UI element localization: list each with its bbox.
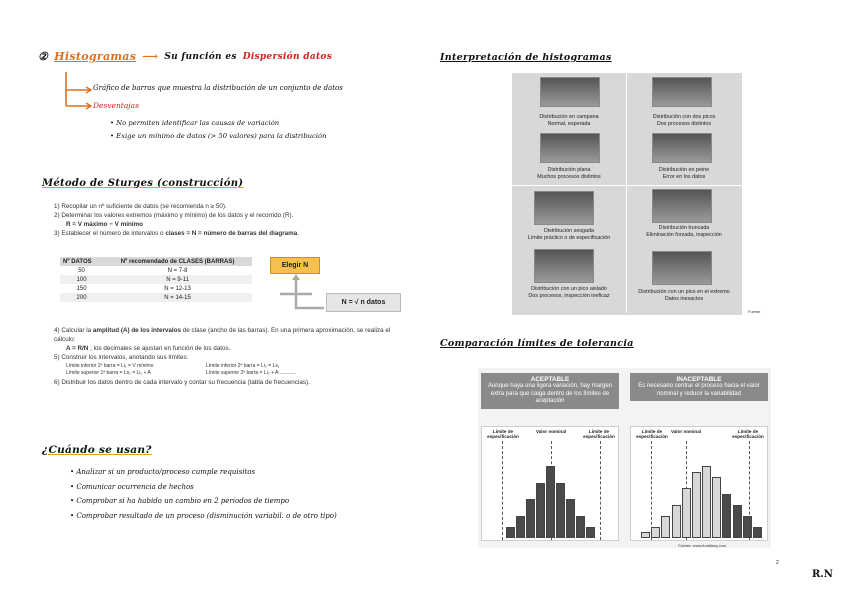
step-2-formula: R = V máximo − V mínimo — [66, 221, 143, 228]
histograma-definition: Gráfico de barras que muestra la distribución de un conjunto de datos — [93, 84, 343, 92]
histogram-bar — [566, 499, 575, 538]
interp-source: Fuente — [748, 309, 761, 314]
histogram-thumb-icon — [534, 191, 594, 225]
acceptable-header: ACEPTABLE Aunque haya una ligera variación, hay margen extra para que caiga dentro de los límites de aceptación — [481, 373, 619, 409]
histogram-bar — [712, 477, 721, 538]
histogram-bar — [651, 527, 660, 538]
interp-title: Interpretación de histogramas — [440, 52, 612, 63]
compare-source: Fuente: www.fundibeq.com — [678, 543, 727, 548]
upper-limit-line — [600, 441, 601, 540]
acceptable-chart — [481, 426, 619, 541]
histogram-bar — [702, 466, 711, 538]
limits-grid: Límite inferior 1ª barra = Li₁ = V mínimo Límite inferior 2ª barra = Li₂ = Ls₁ Límite superior 1ª barra = Ls₁ = Li₁ + A Límite superior 2ª barra = Li₂ + A ............ — [66, 363, 297, 376]
panel-caption: Distribución con un pico en el extremo Datos inexactos — [638, 289, 730, 302]
panel-caption: Distribución sesgada Límite práctico o de especificación — [527, 228, 611, 241]
sturges-steps — [54, 202, 394, 238]
lower-limit-line — [502, 441, 503, 540]
histogram-bar — [641, 532, 650, 538]
table-header: Nº DATOS — [60, 257, 103, 266]
bracket-arrow-icon — [62, 70, 94, 110]
histogram-thumb-icon — [652, 77, 712, 107]
arrow-icon: ⟶ — [142, 50, 159, 63]
step-5: 5) Construir los intervalos, anotando sus límites: — [54, 354, 189, 361]
table-row: 150 N = 12-13 — [76, 285, 191, 292]
panel-skewed — [534, 191, 594, 225]
table-row: 100 N = 9-11 — [60, 275, 252, 284]
histogram-bar — [516, 516, 525, 538]
panel-isolated-peak — [534, 249, 594, 283]
panel-caption: Distribución truncada Eliminación forzada, inspección — [646, 225, 722, 238]
page-number: 2 — [776, 560, 779, 566]
panel-comb — [652, 133, 712, 163]
classes-table — [60, 257, 252, 302]
histogram-bar — [743, 516, 752, 538]
compare-title: Comparación límites de tolerancia — [440, 338, 634, 349]
label-upper-limit: Límite de especificación — [583, 429, 615, 440]
histogram-thumb-icon — [534, 249, 594, 283]
disadvantages-title: Desventajas — [93, 101, 139, 110]
list-item: • Comprobar resultado de un proceso (disminución variabil. o de otro tipo) — [70, 511, 337, 520]
step-3: 3) Establecer el número de intervalos o clases = N = número de barras del diagrama. — [54, 230, 300, 237]
label-upper-limit: Límite de especificación — [732, 429, 764, 440]
compare-figure — [478, 368, 771, 548]
histogram-bar — [576, 516, 585, 538]
panel-caption: Distribución en campana Normal, esperada — [539, 114, 599, 127]
panel-caption: Distribución plana Muchos procesos distintos — [537, 167, 601, 180]
panel-caption: Distribución con dos picos Dos procesos distintos — [652, 114, 716, 127]
list-item: • Comunicar ocurrencia de hechos — [70, 482, 194, 491]
histogram-thumb-icon — [540, 77, 600, 107]
histogram-thumb-icon — [540, 133, 600, 163]
sturges-title: Método de Sturges (construcción) — [42, 178, 244, 189]
table-row: 50 N = 7-8 — [78, 267, 188, 274]
histogram-bar — [753, 527, 762, 538]
list-item: • Analizar si un producto/proceso cumple requisitos — [70, 468, 256, 476]
acceptable-bars — [506, 466, 596, 538]
step-4-formula: A = R/N ; los decimales se ajustan en función de los datos. — [66, 345, 231, 352]
histogram-bar — [672, 505, 681, 538]
histogram-bar — [546, 466, 555, 538]
histogram-bar — [536, 483, 545, 538]
step-4: 4) Calcular la amplitud (A) de los intervalos de clase (ancho de las barras). En una primera aproximación, se realiza el cálculo: — [54, 327, 391, 343]
signature: R.N — [812, 569, 833, 580]
list-item: • Comprobar si ha habido un cambio en 2 periodos de tiempo — [70, 497, 290, 505]
panel-caption: Distribución con un pico aislado Dos procesos, inspección ineficaz — [528, 286, 610, 299]
panel-bell — [540, 77, 600, 107]
table-header: Nº recomendado de CLASES (BARRAS) — [103, 257, 252, 266]
histogram-thumb-icon — [652, 133, 712, 163]
panel-caption: Distribución en peine Error en los datos — [658, 167, 710, 180]
elegir-n-box: Elegir N — [270, 257, 320, 274]
list-item: • Exige un mínimo de datos (> 50 valores) para la distribución — [110, 132, 327, 140]
label-nominal: Valor nominal — [670, 429, 702, 434]
histogramas-title: Histogramas — [54, 50, 137, 63]
panel-two-peaks — [652, 77, 712, 107]
histogram-bar — [556, 483, 565, 538]
histogram-bar — [733, 505, 742, 538]
inacceptable-header: INACEPTABLE Es necesario centrar el proceso hacia el valor nominal y reducir la variabilidad — [630, 373, 768, 401]
step-1: 1) Recopilar un nº suficiente de datos (se recomienda n ≥ 50). — [54, 203, 227, 210]
histogram-bar — [586, 527, 595, 538]
label-lower-limit: Límite de especificación — [487, 429, 519, 440]
histogram-thumb-icon — [652, 189, 712, 223]
inacceptable-chart — [630, 426, 768, 541]
step-2: 2) Determinar los valores extremos (máximo y mínimo) de los datos y el recorrido (R). — [54, 212, 294, 219]
purpose-prefix: Su función es — [164, 51, 237, 62]
histogram-bar — [682, 488, 691, 538]
interp-panel — [512, 73, 742, 315]
interp-divider — [626, 73, 627, 313]
histogram-thumb-icon — [652, 251, 712, 285]
label-lower-limit: Límite de especificación — [636, 429, 668, 440]
histogram-bar — [526, 499, 535, 538]
panel-truncated — [652, 189, 712, 223]
usage-list — [70, 465, 405, 523]
inacceptable-bars — [641, 466, 763, 538]
purpose-highlight: Dispersión datos — [242, 51, 333, 62]
step-6: 6) Distribuir los datos dentro de cada intervalo y contar su frecuencia (tabla de frecuencias). — [54, 379, 310, 386]
usage-title: ¿Cuándo se usan? — [42, 444, 152, 456]
table-row: 200 N = 14-15 — [60, 293, 252, 302]
histogram-bar — [661, 516, 670, 538]
section-histogramas — [38, 50, 418, 63]
label-nominal: Valor nominal — [535, 429, 567, 434]
formula-n-box: N = √ n datos — [326, 293, 401, 312]
section-number: ② — [38, 50, 49, 63]
histogram-bar — [506, 527, 515, 538]
panel-flat — [540, 133, 600, 163]
interp-divider-h — [512, 185, 742, 186]
disadvantages-list — [110, 117, 410, 143]
histogram-bar — [692, 472, 701, 538]
histogram-bar — [722, 494, 731, 538]
sturges-steps-2 — [54, 326, 399, 387]
panel-edge-peak — [652, 251, 712, 285]
list-item: • No permiten identificar las causas de variación — [110, 119, 280, 127]
